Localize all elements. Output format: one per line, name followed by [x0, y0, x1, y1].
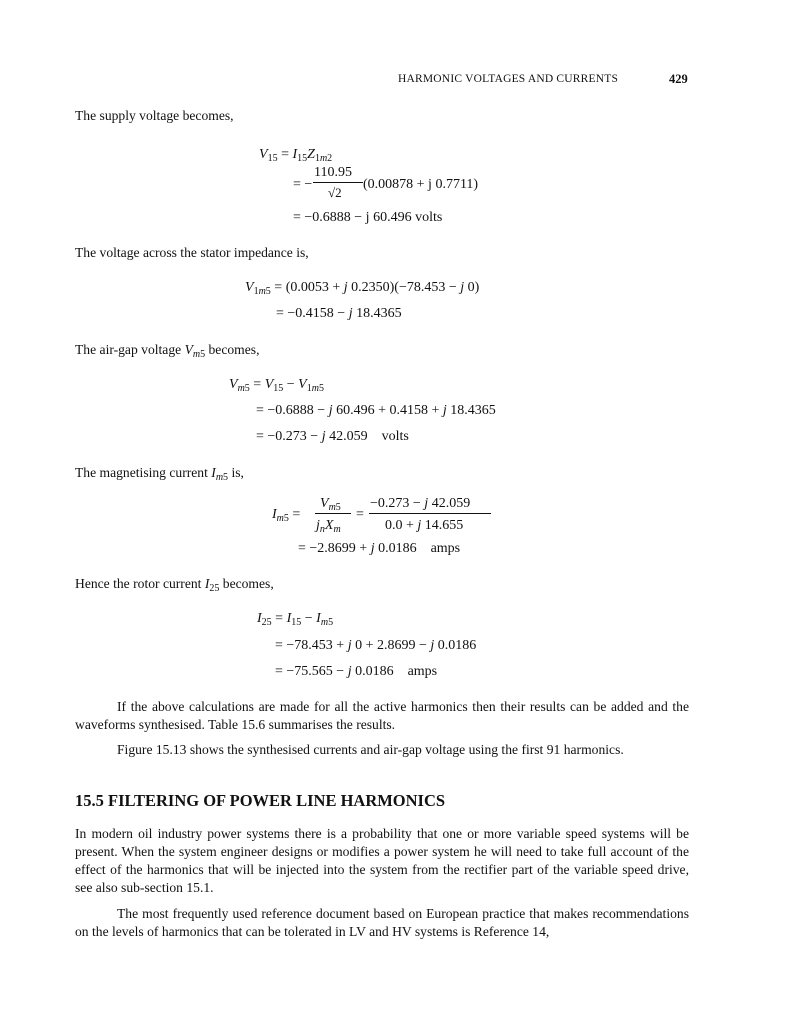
rotor-text: Hence the rotor current $I_{25}$ becomes, [75, 576, 274, 594]
paragraph-results: If the above calculations are made for all the active harmonics then their results can be added and the waveforms synthesised. Table 15.6 summarises the results. [75, 699, 689, 732]
eq4-frac2-num: −0.273 − j 42.059 [370, 496, 471, 511]
section-title: FILTERING OF POWER LINE HARMONICS [108, 791, 446, 810]
eq3-line1: $V_{m5} = V_{15} - V_{1m5}$ [229, 377, 324, 394]
eq1-fraction-numerator: 110.95 [314, 165, 352, 180]
eq1-line2: (0.00878 + j 0.7711) [363, 177, 479, 192]
airgap-text: The air-gap voltage $V_{m5}$ becomes, [75, 342, 260, 360]
eq3-line3: = −0.273 − j 42.059 volts [256, 429, 409, 444]
section-number: 15.5 [75, 791, 104, 810]
eq4-frac1-line [315, 513, 351, 514]
eq1-line1: $V_{15} = I_{15}Z_{1m2}$ [259, 147, 333, 164]
eq4-frac2-line [369, 513, 491, 514]
eq1-fraction-denominator: √2 [328, 185, 342, 200]
paragraph-figure: Figure 15.13 shows the synthesised currents and air-gap voltage using the first 91 harmonics. [117, 742, 624, 757]
eq4-eqsign: = [356, 507, 364, 522]
eq1-line3: = −0.6888 − j 60.496 volts [293, 210, 443, 225]
eq4-lhs: $I_{m5}$ = [272, 507, 301, 524]
paragraph-modern-oil: In modern oil industry power systems there is a probability that one or more variable speed systems will be present. When the system engineer designs or modifies a power system he will need to take full account of the effect of the harmonics that will be injected into the system from the rectifier part of the variable speed drive, see also sub-section 15.1. [75, 826, 689, 895]
eq4-frac1-num: $V_{m5}$ [320, 496, 341, 513]
eq3-line2: = −0.6888 − j 60.496 + 0.4158 + j 18.4365 [256, 403, 496, 418]
page-number: 429 [669, 72, 688, 86]
eq2-line2: = −0.4158 − j 18.4365 [276, 306, 402, 321]
eq1-prefix: = − [293, 177, 313, 192]
eq4-frac2-den: 0.0 + j 14.655 [385, 518, 464, 533]
section-heading [75, 793, 445, 810]
magnetising-text: The magnetising current $I_{m5}$ is, [75, 465, 244, 483]
stator-text: The voltage across the stator impedance is, [75, 245, 309, 260]
running-title: HARMONIC VOLTAGES AND CURRENTS [398, 73, 619, 85]
supply-voltage-text: The supply voltage becomes, [75, 108, 234, 123]
paragraph-reference: The most frequently used reference document based on European practice that makes recommendations on the levels of harmonics that can be tolerated in LV and HV systems is Reference 14, [75, 906, 689, 939]
eq4-frac1-den: $j_nX_m$ [316, 518, 341, 535]
eq5-line1: $I_{25} = I_{15} - I_{m5}$ [257, 611, 334, 628]
eq5-line3: = −75.565 − j 0.0186 amps [275, 664, 438, 679]
eq2-line1: $V_{1m5} = (0.0053 + j$ 0.2350)(−78.453 − j 0) [245, 280, 480, 297]
eq5-line2: = −78.453 + j 0 + 2.8699 − j 0.0186 [275, 638, 477, 653]
eq1-fraction-line [313, 182, 363, 183]
eq4-line2: = −2.8699 + j 0.0186 amps [298, 541, 461, 556]
